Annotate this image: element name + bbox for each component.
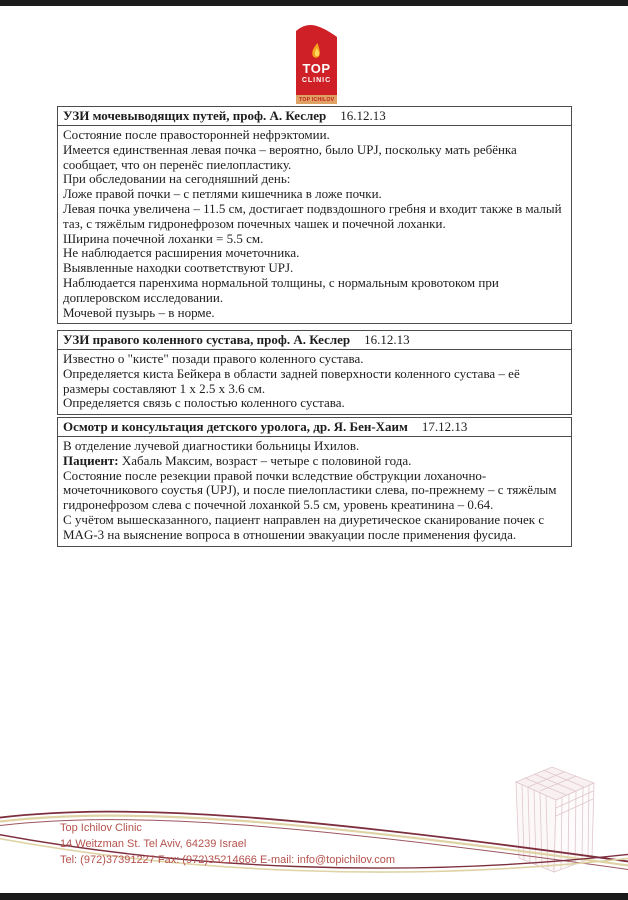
- report-date: 17.12.13: [421, 419, 468, 434]
- report-header: [58, 107, 571, 126]
- report-section-urinary-ultrasound: [57, 106, 572, 324]
- footer-clinic-name: Top Ichilov Clinic: [60, 822, 142, 834]
- report-paragraph: Имеется единственная левая почка – вероятно, было UPJ, поскольку мать ребёнка сообщает, что он перенёс пиелопластику.: [63, 141, 517, 172]
- logo-top-text: TOP: [302, 61, 331, 76]
- top-clinic-logo: [296, 24, 337, 103]
- report-paragraph: Ширина почечной лоханки = 5.5 см.: [63, 230, 264, 246]
- report-paragraph: Известно о "кисте" позади правого коленного сустава.: [63, 351, 364, 366]
- report-paragraph: Не наблюдается расширения мочеточника.: [63, 245, 300, 261]
- footer-contacts: Tel: (972)37391227 Fax: (972)35214666 E-mail: info@topichilov.com: [60, 854, 396, 866]
- report-paragraph-patient: [63, 454, 566, 469]
- report-paragraph: Состояние после правосторонней нефрэктомии.: [63, 127, 330, 142]
- report-header: [58, 418, 571, 437]
- report-section-knee-ultrasound: [57, 330, 572, 415]
- report-paragraph: Определяется связь с полостью коленного сустава.: [63, 395, 345, 411]
- report-section-urologist-consultation: [57, 417, 572, 547]
- report-title: УЗИ мочевыводящих путей, проф. А. Кеслер: [63, 108, 327, 123]
- report-title: УЗИ правого коленного сустава, проф. А. Кеслер: [63, 332, 351, 347]
- report-date: 16.12.13: [340, 108, 386, 123]
- report-header: [58, 331, 571, 350]
- logo-clinic-text: CLINIC: [301, 77, 332, 84]
- patient-text: Хабаль Максим, возраст – четыре с половиной года.: [118, 452, 412, 468]
- report-paragraph: При обследовании на сегодняшний день:: [63, 171, 291, 187]
- footer-address: 14 Weitzman St. Tel Aviv, 64239 Israel: [60, 838, 247, 850]
- report-paragraph: Состояние после резекции правой почки вследствие обструкции лоханочно-мочеточникового соустья (UPJ), и после пиелопластики слева, по-прежнему – с тяжёлым гидронефрозом слева с почечной лоханкой 5.5 см, уровень креатинина – 0.64.: [63, 467, 557, 513]
- report-paragraph: В отделение лучевой диагностики больницы Ихилов.: [63, 438, 360, 453]
- report-paragraph: Наблюдается паренхима нормальной толщины, с нормальным кровотоком при доплеровском исследовании.: [63, 274, 499, 305]
- report-body: [58, 437, 571, 546]
- logo-ichilov-text: TOP ICHILOV: [298, 96, 335, 103]
- report-paragraph: Определяется киста Бейкера в области задней поверхности коленного сустава – её размеры составляют 1 x 2.5 x 3.6 см.: [63, 365, 520, 396]
- scan-edge-top: [0, 0, 628, 6]
- report-date: 16.12.13: [364, 332, 410, 347]
- report-body: [58, 126, 571, 323]
- logo-ichilov-strip: [296, 95, 337, 104]
- footer-contact-block: [60, 820, 395, 868]
- report-paragraph: Левая почка увеличена – 11.5 см, достигает подвздошного гребня и входит также в малый таз, с тяжёлым гидронефрозом почечных чашек и почечной лоханки.: [63, 200, 562, 231]
- report-paragraph: Ложе правой почки – с петлями кишечника в ложе почки.: [63, 186, 382, 202]
- report-paragraph: Выявленные находки соответствуют UPJ.: [63, 260, 294, 276]
- report-title: Осмотр и консультация детского уролога, др. Я. Бен-Хаим: [63, 419, 408, 434]
- report-paragraph: Мочевой пузырь – в норме.: [63, 304, 215, 320]
- flame-icon: [308, 43, 324, 63]
- report-paragraph: С учётом вышесказанного, пациент направлен на диуретическое сканирование почек с MAG-3 на выяснение вопроса в отношении эвакуации после применения фусида.: [63, 511, 545, 542]
- patient-label: Пациент:: [63, 452, 119, 468]
- report-body: [58, 350, 571, 414]
